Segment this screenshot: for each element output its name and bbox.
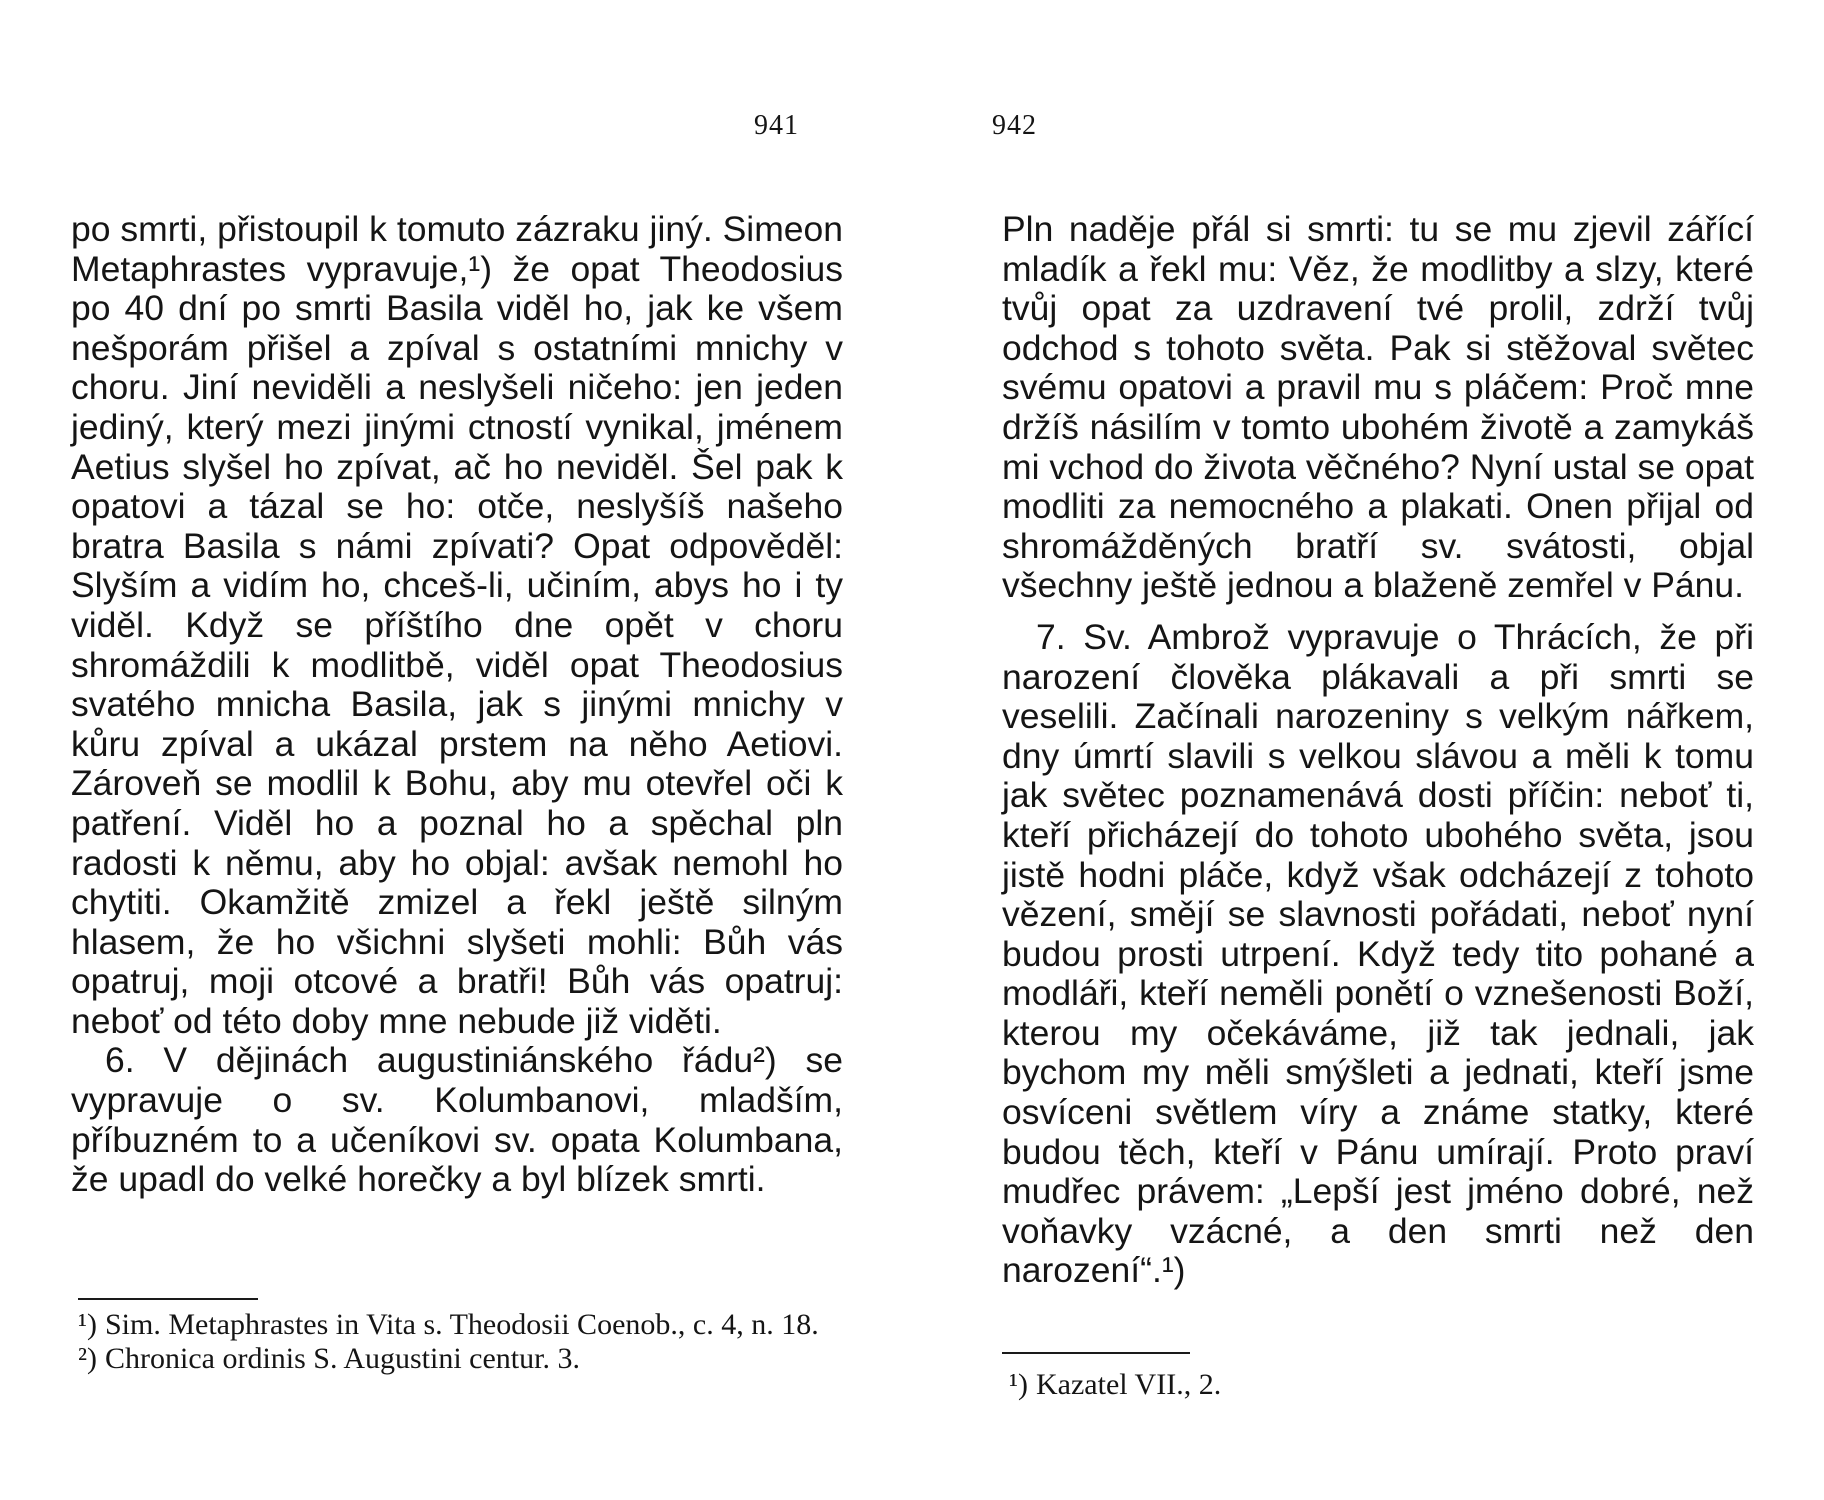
- footnote: [71, 1308, 851, 1342]
- left-page-body: [71, 210, 843, 1200]
- paragraph: 7. Sv. Ambrož vypravuje o Thrácích, že při narození člověka plákavali a při smrti se veselili. Začínali narozeniny s velkým nářkem, dny úmrtí slavili s velkou slávou a měli k tomu jak světec poznamenává dosti příčin: neboť ti, kteří přicházejí do tohoto ubohého světa, jsou jistě hodni pláče, když však odcházejí z tohoto vězení, smějí se slavnosti pořádati, neboť nyní budou prosti utrpení. Když tedy tito pohané a modláři, kteří neměli ponětí o vznešenosti Boží, kterou my očekáváme, již tak jednali, jak bychom my měli smýšleti a jednati, kteří jsme osvíceni světlem víry a známe statky, které budou těch, kteří v Pánu umírají. Proto praví mudřec právem: „Lepší jest jméno dobré, než voňavky vzácné, a den smrti než den narození“.¹): [1002, 616, 1754, 1291]
- footnote-rule-right: [1002, 1352, 1190, 1354]
- page-number-right: 942: [992, 110, 1037, 141]
- footnote-text: Sim. Metaphrastes in Vita s. Theodosii Coenob., c. 4, n. 18.: [105, 1308, 819, 1341]
- footnote-mark: ¹): [78, 1308, 97, 1341]
- paragraph: 6. V dějinách augustiniánského řádu²) se vypravuje o sv. Kolumbanovi, mladším, příbuzném to a učeníkovi sv. opata Kolumbana, že upadl do velké horečky a byl blízek smrti.: [71, 1040, 843, 1200]
- paragraph: Pln naděje přál si smrti: tu se mu zjevil zářící mladík a řekl mu: Věz, že modlitby a slzy, které tvůj opat za uzdravení tvé prolil, zdrží tvůj odchod s tohoto světa. Pak si stěžoval světec svému opatovi a pravil mu s pláčem: Proč mne držíš násilím v tomto ubohém životě a zamykáš mi vchod do života věčného? Nyní ustal se opat modliti za nemocného a plakati. Onen přijal od shromážděných bratří sv. svátosti, objal všechny ještě jednou a blaženě zemřel v Pánu.: [1002, 209, 1754, 606]
- paragraph: po smrti, přistoupil k tomuto zázraku jiný. Simeon Metaphrastes vypravuje,¹) že opat Theodosius po 40 dní po smrti Basila viděl ho, jak ke všem nešporám přišel a zpíval s ostatními mnichy v choru. Jiní neviděli a neslyšeli ničeho: jen jeden jediný, který mezi jinými ctností vynikal, jménem Aetius slyšel ho zpívat, ač ho neviděl. Šel pak k opatovi a tázal se ho: otče, neslyšíš našeho bratra Basila s námi zpívati? Opat odpověděl: Slyším a vidím ho, chceš-li, učiním, abys ho i ty viděl. Když se příštího dne opět v choru shromáždili k modlitbě, viděl opat Theodosius svatého mnicha Basila, jak s jinými mnichy v kůru zpíval a ukázal prstem na něho Aetiovi. Zároveň se modlil k Bohu, aby mu otevřel oči k patření. Viděl ho a poznal ho a spěchal pln radosti k němu, aby ho objal: avšak nemohl ho chytiti. Okamžitě zmizel a řekl ještě silným hlasem, že ho všichni slyšeti mohli: Bůh vás opatruj, moji otcové a bratři! Bůh vás opatruj: neboť od této doby mne nebude již viděti.: [71, 209, 843, 1041]
- footnote: [1002, 1368, 1742, 1402]
- page-number-left: 941: [754, 110, 799, 141]
- footnote-rule-left: [78, 1298, 258, 1300]
- footnote-text: Chronica ordinis S. Augustini centur. 3.: [105, 1342, 580, 1375]
- footnote-mark: ¹): [1009, 1368, 1028, 1401]
- left-page-footnotes: [71, 1308, 851, 1376]
- footnote: [71, 1342, 851, 1376]
- right-page-footnotes: [1002, 1368, 1742, 1402]
- right-page-body: [1002, 210, 1754, 1291]
- footnote-mark: ²): [78, 1342, 97, 1375]
- footnote-text: Kazatel VII., 2.: [1036, 1368, 1222, 1401]
